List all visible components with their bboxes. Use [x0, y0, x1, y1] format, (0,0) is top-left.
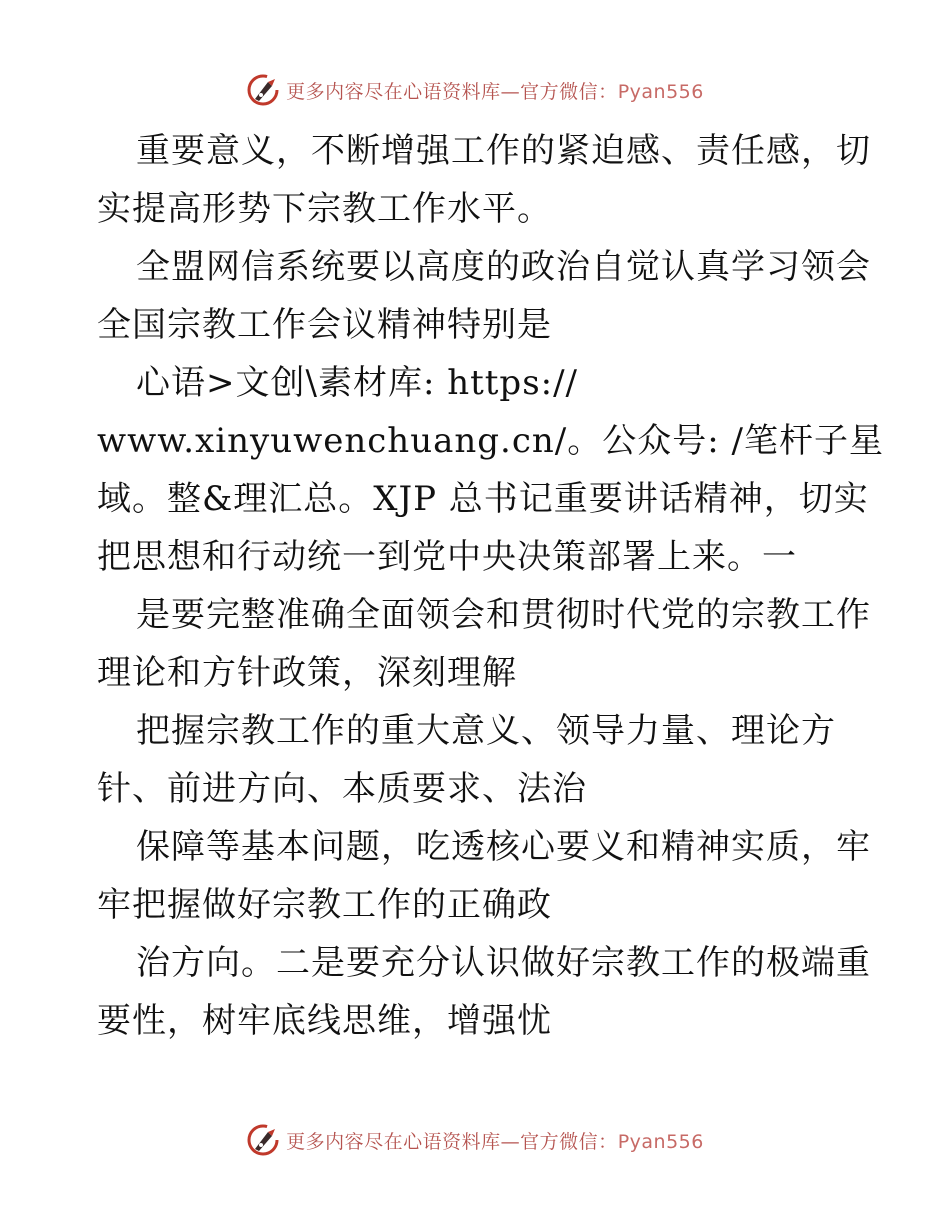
- text-line: 把思想和行动统一到党中央决策部署上来。一: [97, 537, 797, 577]
- text-line: 把握宗教工作的重大意义、领导力量、理论方: [136, 711, 836, 751]
- text-line: 要性，树牢底线思维，增强忧: [97, 1001, 552, 1041]
- text-line: 全盟网信系统要以高度的政治自觉认真学习领会: [136, 247, 871, 287]
- pen-nib-logo-icon: [246, 1123, 280, 1157]
- text-line: 是要完整准确全面领会和贯彻时代党的宗教工作: [136, 595, 871, 635]
- pen-nib-logo-icon: [246, 73, 280, 107]
- footer-banner-wechat-id: Pyan556: [617, 1130, 704, 1153]
- footer-banner-separator: —: [500, 1130, 521, 1153]
- footer-banner-title: 更多内容尽在心语资料库: [286, 1130, 501, 1153]
- text-line: 实提高形势下宗教工作水平。: [97, 189, 552, 229]
- text-line: 牢把握做好宗教工作的正确政: [97, 885, 552, 925]
- header-banner: [0, 70, 950, 110]
- header-banner-wechat-id: Pyan556: [617, 80, 704, 103]
- footer-banner-wechat-label: 官方微信：: [520, 1130, 618, 1153]
- text-line: 心语>文创\素材库: https://: [136, 363, 579, 403]
- text-line: 重要意义，不断增强工作的紧迫感、责任感，切: [136, 131, 871, 171]
- header-banner-wechat-label: 官方微信：: [520, 80, 618, 103]
- header-banner-title: 更多内容尽在心语资料库: [286, 80, 501, 103]
- document-body: [97, 122, 884, 1050]
- text-line: 全国宗教工作会议精神特别是: [97, 305, 552, 345]
- text-line: www.xinyuwenchuang.cn/。公众号: /笔杆子星: [97, 421, 884, 461]
- text-line: 治方向。二是要充分认识做好宗教工作的极端重: [136, 943, 871, 983]
- header-banner-text: [286, 77, 704, 104]
- text-line: 理论和方针政策，深刻理解: [97, 653, 517, 693]
- footer-banner-text: [286, 1127, 704, 1154]
- footer-banner: [0, 1120, 950, 1160]
- header-banner-separator: —: [500, 80, 521, 103]
- text-line: 域。整&理汇总。XJP 总书记重要讲话精神，切实: [97, 479, 869, 519]
- text-line: 针、前进方向、本质要求、法治: [97, 769, 587, 809]
- text-line: 保障等基本问题，吃透核心要义和精神实质，牢: [136, 827, 871, 867]
